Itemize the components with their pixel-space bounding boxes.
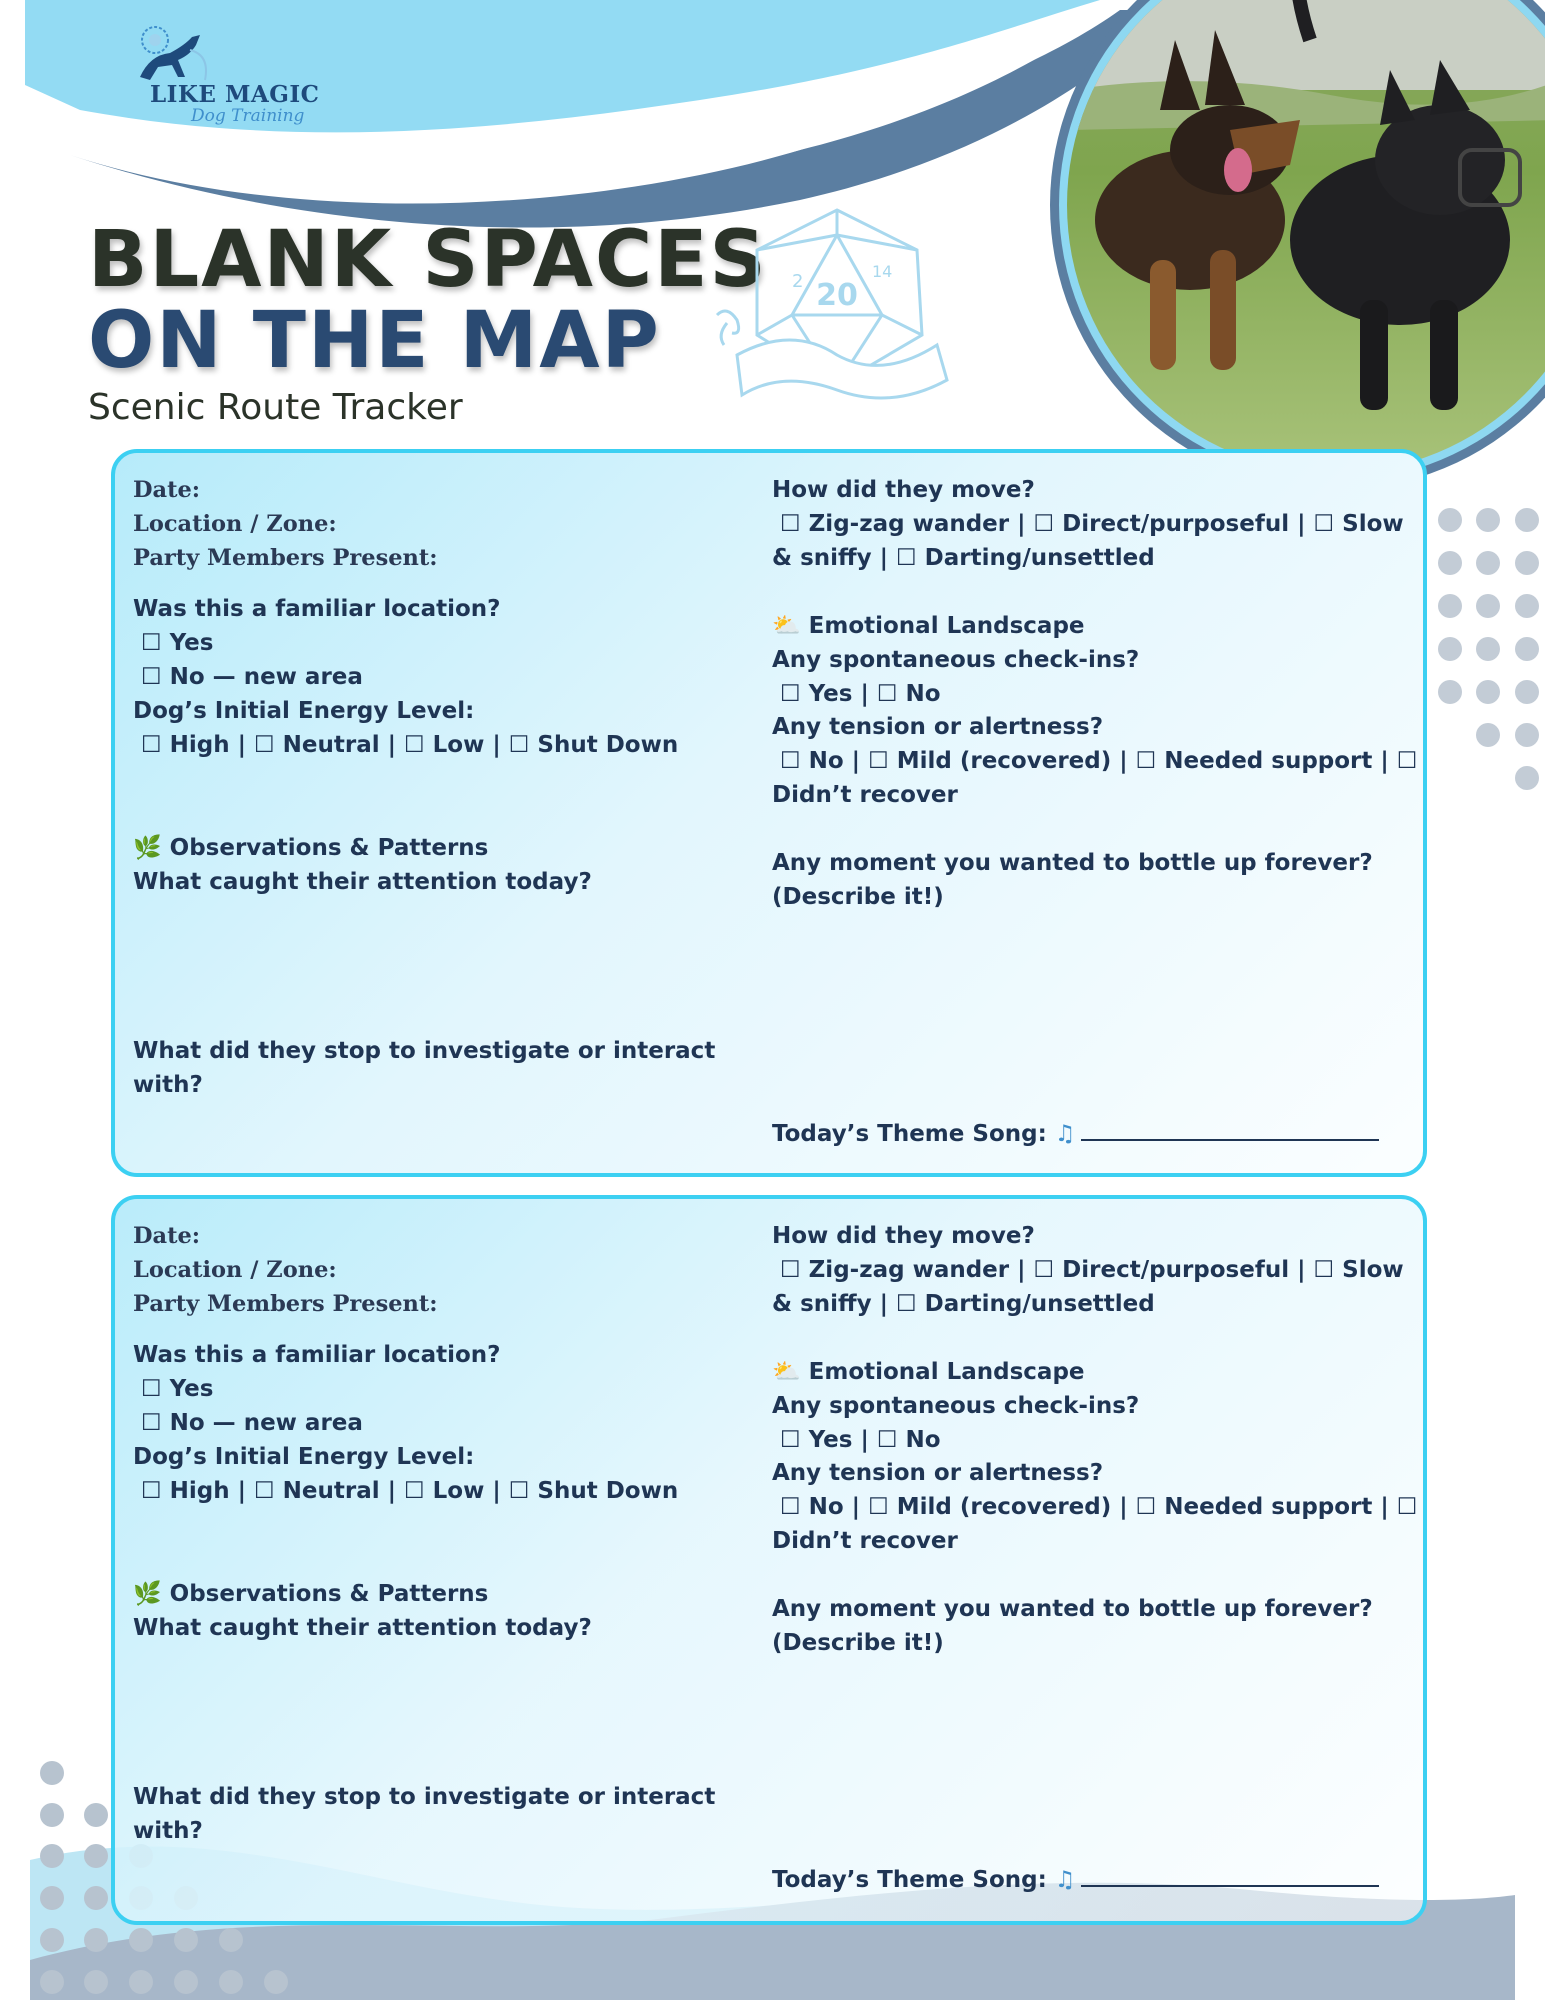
theme-song-row <box>772 1117 1379 1151</box>
music-note-icon: ♫ <box>1054 1121 1076 1147</box>
familiar-question: Was this a familiar location? <box>133 1342 501 1368</box>
party-label: Party Members Present: <box>133 545 438 571</box>
emotional-heading <box>772 1355 1085 1389</box>
tension-question: Any tension or alertness? <box>772 1460 1104 1486</box>
party-label: Party Members Present: <box>133 1291 438 1317</box>
checkins-question: Any spontaneous check-ins? <box>772 647 1140 673</box>
observations-heading <box>133 1577 488 1611</box>
sprig-icon: 🌿 <box>133 1581 162 1607</box>
dots-right <box>1438 508 1539 790</box>
energy-options[interactable]: ☐ High | ☐ Neutral | ☐ Low | ☐ Shut Down <box>141 732 679 758</box>
theme-song-label: Today’s Theme Song: <box>772 1867 1047 1893</box>
brand-logo <box>125 25 320 135</box>
energy-options[interactable]: ☐ High | ☐ Neutral | ☐ Low | ☐ Shut Down <box>141 1478 679 1504</box>
svg-text:14: 14 <box>872 262 893 281</box>
energy-question: Dog’s Initial Energy Level: <box>133 698 475 724</box>
tension-options-line2[interactable]: Didn’t recover <box>772 1528 958 1554</box>
investigate-question-line1: What did they stop to investigate or interact <box>133 1784 716 1810</box>
theme-song-input-line[interactable] <box>1081 1117 1379 1141</box>
observations-heading <box>133 831 488 865</box>
d20-number: 20 <box>816 278 858 313</box>
sun-behind-cloud-icon: ⛅ <box>772 1359 801 1385</box>
emotional-heading <box>772 609 1085 643</box>
music-note-icon: ♫ <box>1054 1867 1076 1893</box>
familiar-no-checkbox[interactable]: ☐ No — new area <box>141 664 363 690</box>
route-card-1 <box>111 449 1427 1177</box>
investigate-question-line2: with? <box>133 1072 203 1098</box>
move-options-line2[interactable]: & sniffy | ☐ Darting/unsettled <box>772 1291 1155 1317</box>
location-label: Location / Zone: <box>133 1257 337 1283</box>
familiar-question: Was this a familiar location? <box>133 596 501 622</box>
move-options-line2[interactable]: & sniffy | ☐ Darting/unsettled <box>772 545 1155 571</box>
move-question: How did they move? <box>772 477 1035 503</box>
location-label: Location / Zone: <box>133 511 337 537</box>
familiar-yes-checkbox[interactable]: ☐ Yes <box>141 630 214 656</box>
moment-question-line1: Any moment you wanted to bottle up forever? <box>772 850 1373 876</box>
emotional-heading-text: Emotional Landscape <box>808 613 1085 639</box>
theme-song-row <box>772 1863 1379 1897</box>
investigate-question-line2: with? <box>133 1818 203 1844</box>
energy-question: Dog’s Initial Energy Level: <box>133 1444 475 1470</box>
sprig-icon: 🌿 <box>133 835 162 861</box>
familiar-yes-checkbox[interactable]: ☐ Yes <box>141 1376 214 1402</box>
moment-question-line1: Any moment you wanted to bottle up forever? <box>772 1596 1373 1622</box>
svg-text:2: 2 <box>792 271 804 292</box>
d20-dice-icon <box>712 205 957 415</box>
investigate-question-line1: What did they stop to investigate or interact <box>133 1038 716 1064</box>
familiar-no-checkbox[interactable]: ☐ No — new area <box>141 1410 363 1436</box>
observations-heading-text: Observations & Patterns <box>169 1581 489 1607</box>
page-title-line2: ON THE MAP <box>88 296 661 386</box>
attention-question: What caught their attention today? <box>133 1615 592 1641</box>
move-question: How did they move? <box>772 1223 1035 1249</box>
date-label: Date: <box>133 1223 201 1249</box>
route-card-2 <box>111 1195 1427 1925</box>
dog-logo-icon <box>130 25 220 85</box>
moment-question-line2: (Describe it!) <box>772 1630 944 1656</box>
observations-heading-text: Observations & Patterns <box>169 835 489 861</box>
date-label: Date: <box>133 477 201 503</box>
checkins-options[interactable]: ☐ Yes | ☐ No <box>780 1427 941 1453</box>
brand-name: LIKE MAGIC <box>150 81 320 108</box>
moment-question-line2: (Describe it!) <box>772 884 944 910</box>
page-title-line1: BLANK SPACES <box>88 215 768 305</box>
page-subtitle: Scenic Route Tracker <box>88 387 463 428</box>
tension-options-line2[interactable]: Didn’t recover <box>772 782 958 808</box>
theme-song-input-line[interactable] <box>1081 1863 1379 1887</box>
theme-song-label: Today’s Theme Song: <box>772 1121 1047 1147</box>
attention-question: What caught their attention today? <box>133 869 592 895</box>
sun-behind-cloud-icon: ⛅ <box>772 613 801 639</box>
move-options-line1[interactable]: ☐ Zig-zag wander | ☐ Direct/purposeful | ☐ Slow <box>780 511 1404 537</box>
dogs-photo <box>1050 0 1545 480</box>
tension-options-line1[interactable]: ☐ No | ☐ Mild (recovered) | ☐ Needed support | ☐ <box>780 1494 1418 1520</box>
tension-question: Any tension or alertness? <box>772 714 1104 740</box>
emotional-heading-text: Emotional Landscape <box>808 1359 1085 1385</box>
brand-tagline: Dog Training <box>191 106 305 126</box>
move-options-line1[interactable]: ☐ Zig-zag wander | ☐ Direct/purposeful | ☐ Slow <box>780 1257 1404 1283</box>
tension-options-line1[interactable]: ☐ No | ☐ Mild (recovered) | ☐ Needed support | ☐ <box>780 748 1418 774</box>
checkins-question: Any spontaneous check-ins? <box>772 1393 1140 1419</box>
checkins-options[interactable]: ☐ Yes | ☐ No <box>780 681 941 707</box>
